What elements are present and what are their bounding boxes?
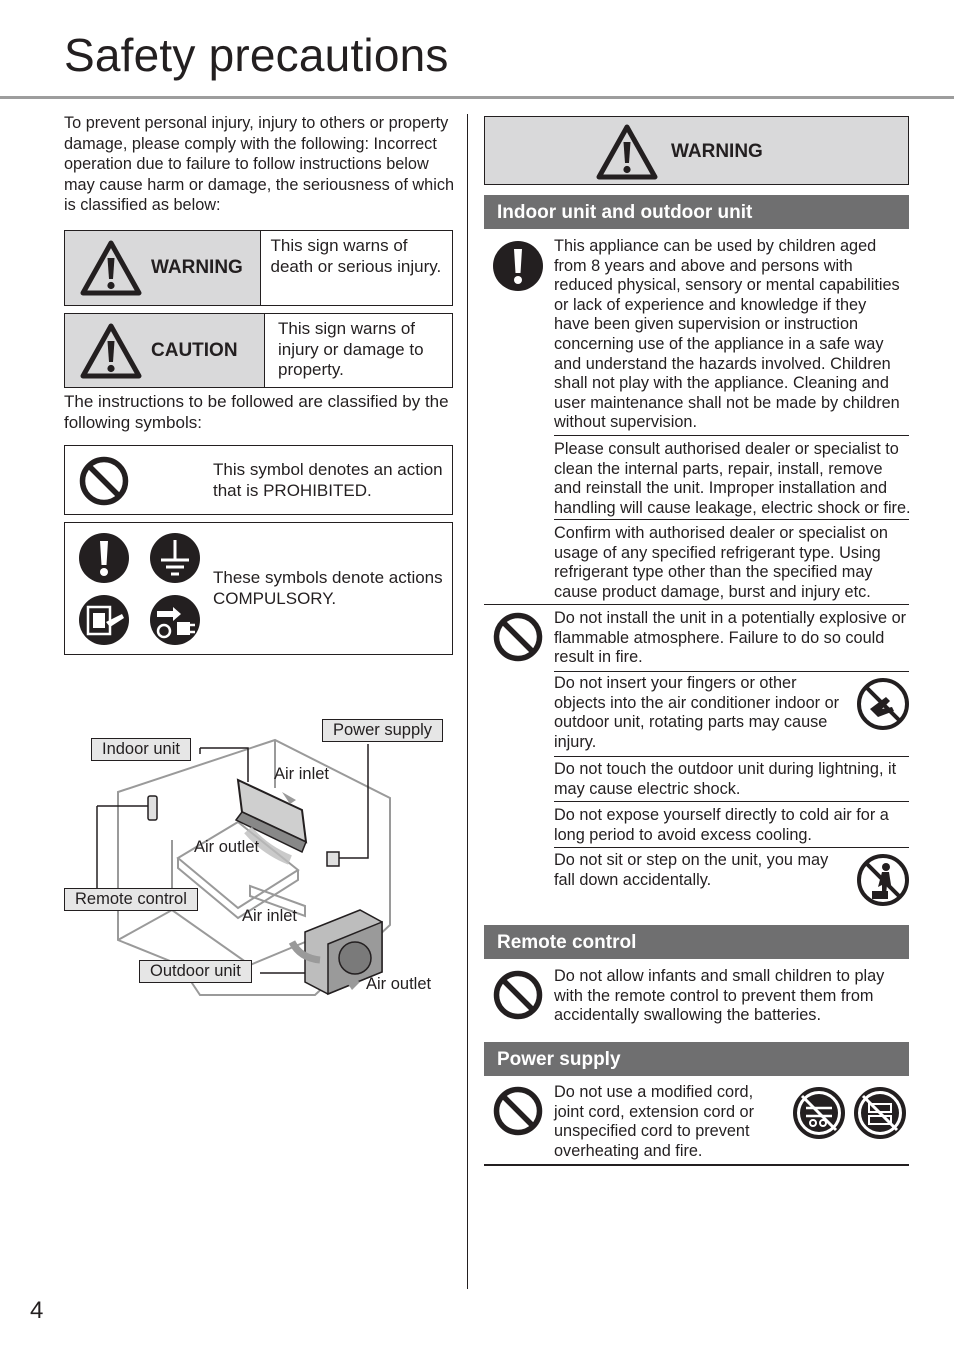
warning-sign-label-cell bbox=[65, 231, 261, 305]
warning-header-word: WARNING bbox=[671, 141, 763, 162]
remote-control-label: Remote control bbox=[64, 888, 198, 911]
list-item: Confirm with authorised dealer or specialist on usage of any specified refrigerant type. Using refrigerant type other than the specified may cause product damage, burst and injury etc. bbox=[554, 524, 888, 601]
warning-sign-box bbox=[64, 230, 453, 306]
prohibited-icon bbox=[492, 611, 544, 663]
symbols-intro: The instructions to be followed are classified by the following symbols: bbox=[64, 392, 449, 432]
section-end-rule bbox=[484, 1164, 909, 1166]
prohibited-icon bbox=[492, 969, 544, 1021]
exclamation-icon bbox=[78, 532, 130, 584]
power-supply-label: Power supply bbox=[322, 719, 443, 742]
prohibited-icon bbox=[492, 1085, 544, 1137]
indoor-air-inlet-label: Air inlet bbox=[274, 765, 330, 783]
item-divider bbox=[554, 435, 909, 436]
caution-triangle-icon bbox=[79, 322, 143, 380]
list-item: Do not sit or step on the unit, you may fall down accidentally. bbox=[554, 851, 829, 889]
list-item: Do not install the unit in a potentially explosive or flammable atmosphere. Failure to do so could result in fire. bbox=[554, 609, 907, 667]
caution-sign-word: CAUTION bbox=[151, 339, 238, 361]
warning-sign-description: This sign warns of death or serious injury. bbox=[270, 236, 442, 276]
section-title-remote-control: Remote control bbox=[484, 925, 909, 959]
page-title: Safety precautions bbox=[64, 29, 449, 81]
item-divider bbox=[554, 671, 909, 672]
page-number: 4 bbox=[30, 1297, 44, 1324]
outdoor-air-outlet-label: Air outlet bbox=[366, 975, 432, 993]
item-divider bbox=[554, 847, 909, 848]
item-divider bbox=[554, 756, 909, 757]
compulsory-symbol-box bbox=[64, 522, 453, 655]
installation-diagram bbox=[60, 710, 460, 1010]
caution-sign-box bbox=[64, 313, 453, 388]
section-title-indoor-outdoor: Indoor unit and outdoor unit bbox=[484, 195, 909, 229]
warning-sign-word: WARNING bbox=[151, 257, 243, 278]
column-divider bbox=[467, 114, 468, 1289]
caution-sign-description: This sign warns of injury or damage to property. bbox=[278, 319, 424, 379]
prohibited-description: This symbol denotes an action that is PROHIBITED. bbox=[213, 460, 443, 500]
prohibited-icon bbox=[78, 455, 130, 507]
disconnect-plug-icon bbox=[149, 594, 201, 646]
list-item: Do not touch the outdoor unit during lightning, it may cause electric shock. bbox=[554, 760, 897, 798]
ground-icon bbox=[149, 532, 201, 584]
section-title-power-supply: Power supply bbox=[484, 1042, 909, 1076]
list-item: Do not use a modified cord, joint cord, extension cord or unspecified cord to prevent overheating and fire. bbox=[554, 1083, 755, 1160]
list-item: Do not insert your fingers or other objects into the air conditioner indoor or outdoor unit, rotating parts may cause injury. bbox=[554, 674, 840, 751]
exclamation-icon bbox=[492, 240, 544, 292]
list-item: Do not allow infants and small children to play with the remote control to prevent them from accidentally swallowing the batteries. bbox=[554, 967, 885, 1025]
list-item: Please consult authorised dealer or specialist to clean the internal parts, repair, install, remove and reinstall the unit. Improper installation and handling will cause leakage, electric shock or fire. bbox=[554, 440, 911, 517]
no-extension-cord-icon bbox=[853, 1086, 907, 1140]
warning-triangle-icon bbox=[595, 123, 659, 181]
prohibited-symbol-box bbox=[64, 445, 453, 515]
unplug-from-outlet-icon bbox=[78, 594, 130, 646]
item-divider bbox=[554, 519, 909, 520]
intro-paragraph: To prevent personal injury, injury to others or property damage, please comply with the following: Incorrect operation due to failure to follow instructions below may cause harm or damage, the seriousness of which is classified as below: bbox=[64, 114, 455, 214]
no-standing-on-unit-icon bbox=[856, 853, 910, 907]
warning-triangle-icon bbox=[79, 239, 143, 297]
indoor-air-outlet-label: Air outlet bbox=[194, 838, 260, 856]
list-item: Do not expose yourself directly to cold air for a long period to avoid excess cooling. bbox=[554, 806, 889, 844]
title-divider bbox=[0, 96, 954, 99]
no-modified-cord-icon bbox=[792, 1086, 846, 1140]
indoor-unit-label: Indoor unit bbox=[91, 738, 191, 761]
no-fingers-icon bbox=[856, 677, 910, 731]
item-divider bbox=[554, 801, 909, 802]
outdoor-unit-label: Outdoor unit bbox=[139, 960, 252, 983]
list-item: This appliance can be used by children aged from 8 years and above and persons with reduced physical, sensory or mental capabilities or lack of experience and knowledge if they have been given supervision or instruction concerning use of the appliance in a safe way and understand the hazards involved. Children shall not play with the appliance. Cleaning and user maintenance shall not be made by children without supervision. bbox=[554, 237, 900, 432]
caution-sign-label-cell bbox=[65, 314, 265, 387]
warning-header bbox=[484, 116, 909, 185]
group-divider bbox=[484, 604, 909, 605]
outdoor-air-inlet-label: Air inlet bbox=[242, 907, 298, 925]
compulsory-description: These symbols denote actions COMPULSORY. bbox=[213, 568, 443, 608]
